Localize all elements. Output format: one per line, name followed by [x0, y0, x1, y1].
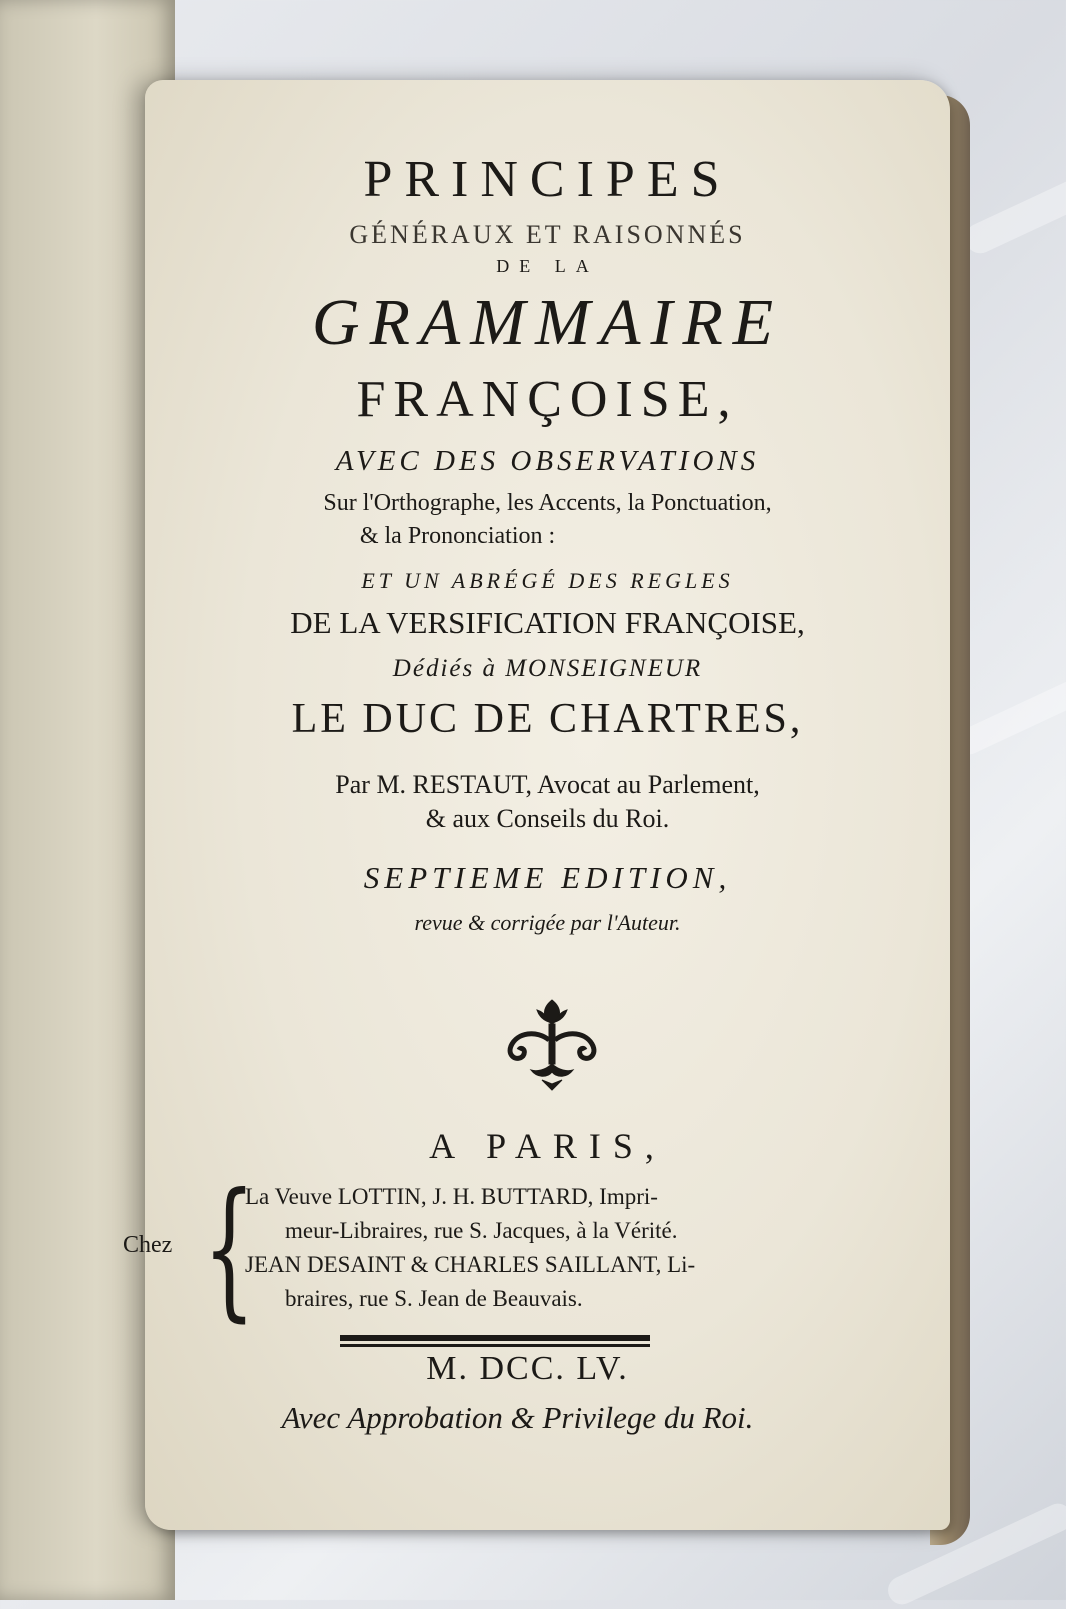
subtitle-prononciation: & la Prononciation : [359, 523, 556, 549]
edition-line: SEPTIEME EDITION, [363, 860, 732, 895]
title-de-la: DE LA [496, 256, 599, 276]
subtitle-orthographe: Sur l'Orthographe, les Accents, la Ponctuation, [323, 490, 772, 516]
author-title-line: & aux Conseils du Roi. [425, 804, 670, 833]
publishers-list [245, 1180, 885, 1316]
publisher-line: JEAN DESAINT & CHARLES SAILLANT, Li- [245, 1252, 696, 1277]
dedicatee: LE DUC DE CHARTRES, [291, 696, 804, 742]
dedication-line: Dédiés à MONSEIGNEUR [392, 655, 703, 682]
subtitle-abrege: ET UN ABRÉGÉ DES REGLES [361, 568, 734, 593]
subtitle-observations: AVEC DES OBSERVATIONS [335, 445, 760, 477]
title-principes: PRINCIPES [363, 151, 732, 208]
fleuron-ornament-icon [497, 990, 607, 1100]
imprint-year: M. DCC. LV. [426, 1350, 629, 1387]
title-francoise: FRANÇOISE, [356, 371, 739, 428]
publishers-block [123, 1162, 950, 1336]
author-line: Par M. RESTAUT, Avocat au Parlement, [335, 770, 760, 799]
revision-line: revue & corrigée par l'Auteur. [414, 910, 681, 935]
publisher-line: La Veuve LOTTIN, J. H. BUTTARD, Impri- [245, 1184, 658, 1209]
approbation-line: Avec Approbation & Privilege du Roi. [281, 1400, 754, 1435]
brace-icon: { [203, 1162, 256, 1336]
title-grammaire: GRAMMAIRE [311, 286, 784, 359]
publisher-line: braires, rue S. Jean de Beauvais. [285, 1286, 583, 1311]
publisher-line: meur-Libraires, rue S. Jacques, à la Vérité. [285, 1218, 678, 1243]
subtitle-versification: DE LA VERSIFICATION FRANÇOISE, [290, 605, 805, 640]
imprint-place: A PARIS, [429, 1126, 666, 1166]
title-generaux: GÉNÉRAUX ET RAISONNÉS [349, 220, 746, 249]
ornamental-rule [340, 1335, 650, 1349]
title-page [123, 80, 950, 1530]
background-cloth [960, 172, 1066, 258]
chez-label: Chez [123, 1232, 173, 1258]
